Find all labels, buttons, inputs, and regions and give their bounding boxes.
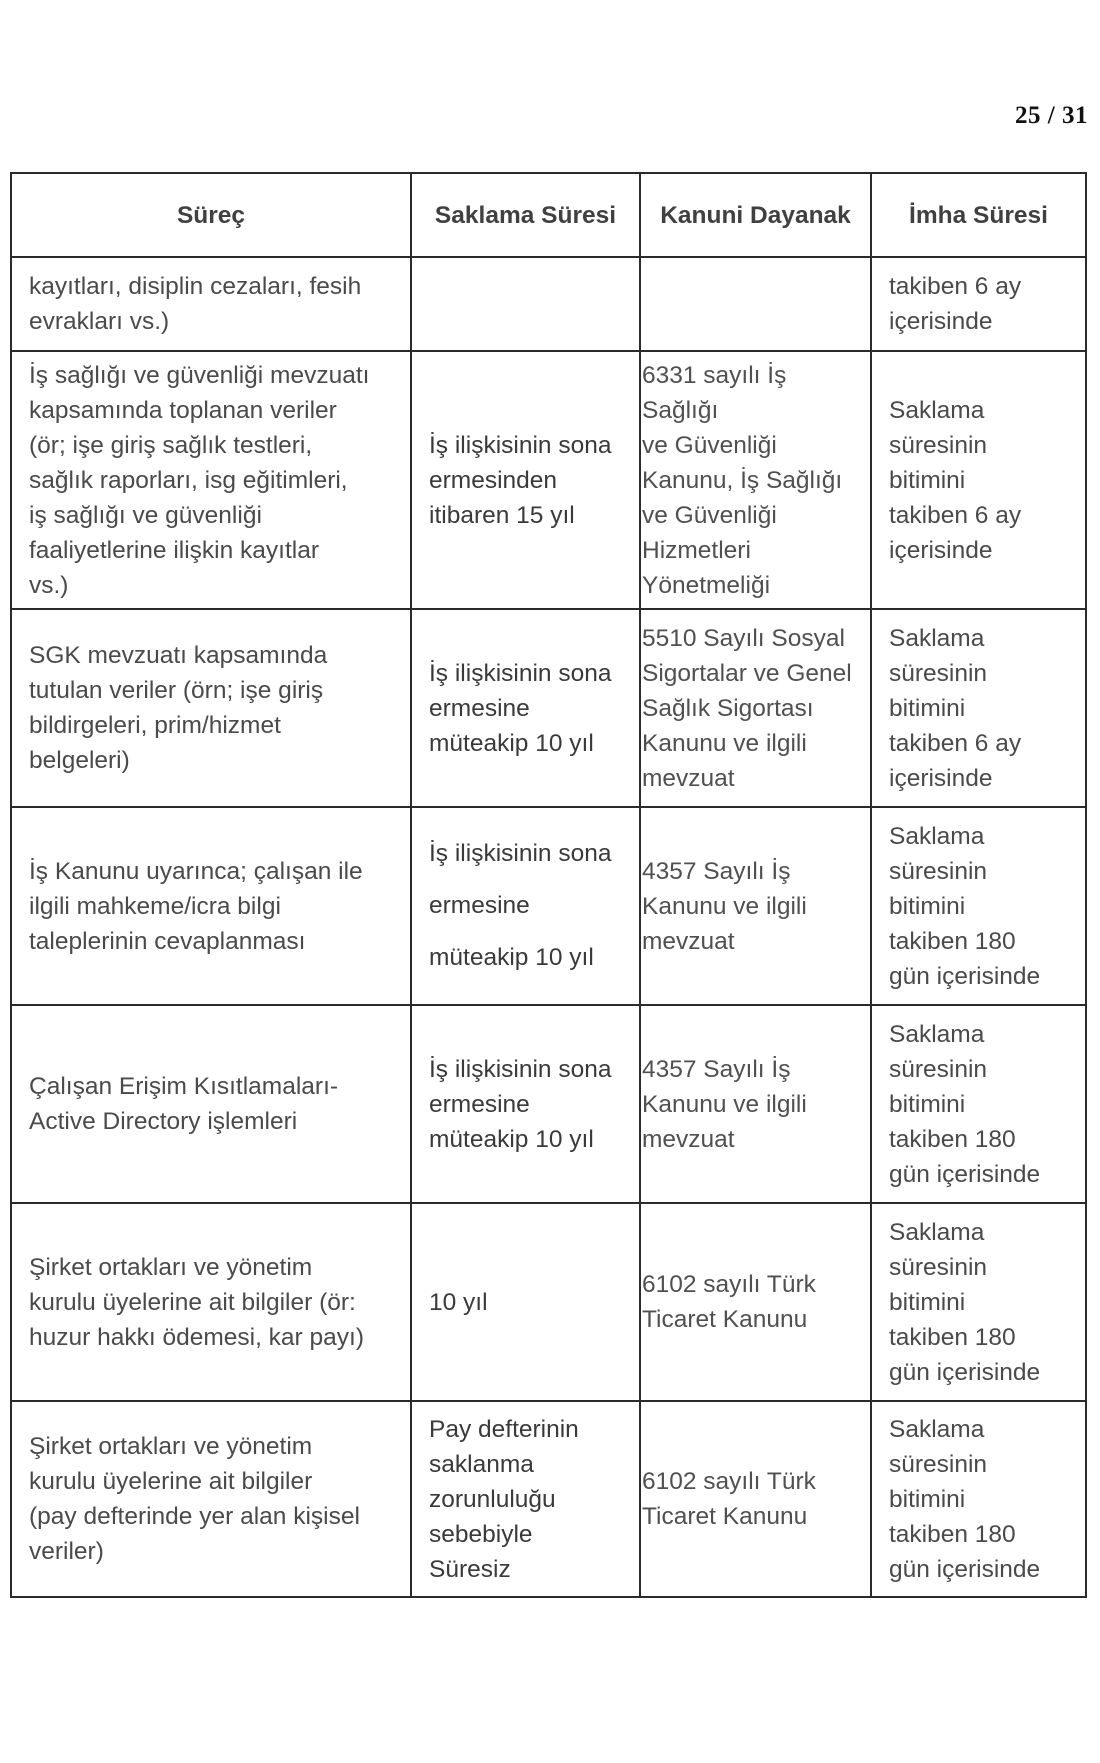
process-text-line: İş sağlığı ve güvenliği mevzuatı [29, 361, 370, 389]
table-row [11, 807, 1086, 1005]
disposal-period-text-line: süresinin [889, 1450, 988, 1478]
legal-basis-text-line: Sigortalar ve Genel [642, 659, 852, 687]
disposal-period-text-line: Saklama [889, 624, 985, 652]
legal-basis-text-line: mevzuat [642, 764, 735, 792]
table-header-row [11, 173, 1086, 257]
process-text-line: kapsamında toplanan veriler [29, 396, 337, 424]
disposal-period-text-line: gün içerisinde [889, 1555, 1041, 1583]
process-text-line: ilgili mahkeme/icra bilgi [29, 892, 281, 920]
disposal-period-text-line: Saklama [889, 396, 985, 424]
disposal-period-text-line: süresinin [889, 1253, 988, 1281]
disposal-period-cell [871, 1401, 1086, 1597]
retention-period-cell [411, 257, 640, 351]
disposal-period-text-line: takiben 180 [889, 1520, 1016, 1548]
retention-period-cell [411, 351, 640, 609]
disposal-period-text-line: içerisinde [889, 764, 993, 792]
process-cell [11, 807, 411, 1005]
retention-period-text-line: ermesine [429, 892, 530, 919]
retention-period-text-line: İş ilişkisinin sona [429, 659, 612, 687]
table-row [11, 1005, 1086, 1203]
process-text-line: (pay defterinde yer alan kişisel [29, 1503, 360, 1530]
legal-basis-cell [640, 257, 871, 351]
process-cell [11, 609, 411, 807]
legal-basis-text-line: Hizmetleri [642, 536, 751, 564]
retention-period-cell [411, 1005, 640, 1203]
disposal-period-text-line: bitimini [889, 1090, 966, 1118]
process-text-line: bildirgeleri, prim/hizmet [29, 712, 281, 739]
disposal-period-text-line: süresinin [889, 431, 988, 459]
disposal-period-text-line: Saklama [889, 1020, 985, 1048]
process-text-line: SGK mevzuatı kapsamında [29, 642, 328, 669]
retention-period-text-line: Süresiz [429, 1555, 511, 1583]
disposal-period-text-line: bitimini [889, 1485, 966, 1513]
legal-basis-cell [640, 1203, 871, 1401]
disposal-period-cell [871, 807, 1086, 1005]
disposal-period-text-line: Saklama [889, 822, 985, 850]
legal-basis-text-line: ve Güvenliği [642, 501, 777, 529]
retention-period-text-line: zorunluluğu [429, 1485, 556, 1513]
process-text-line: kurulu üyelerine ait bilgiler (ör: [29, 1288, 356, 1316]
process-text-line: vs.) [29, 571, 69, 599]
retention-period-text-line: müteakip 10 yıl [429, 944, 594, 971]
legal-basis-cell [640, 807, 871, 1005]
process-cell [11, 1401, 411, 1597]
retention-period-text-line: İş ilişkisinin sona [429, 431, 612, 459]
legal-basis-text-line: Ticaret Kanunu [642, 1306, 808, 1333]
retention-period-text-line: İş ilişkisinin sona [429, 840, 612, 867]
retention-period-cell [411, 1401, 640, 1597]
retention-period-text-line: ermesine [429, 694, 530, 722]
retention-period-text-line: müteakip 10 yıl [429, 1125, 594, 1153]
disposal-period-cell [871, 1203, 1086, 1401]
disposal-period-text-line: bitimini [889, 694, 966, 722]
table-body [11, 257, 1086, 1597]
retention-period-text-line: ermesinden [429, 466, 558, 494]
disposal-period-text-line: içerisinde [889, 536, 993, 564]
process-text-line: belgeleri) [29, 747, 130, 774]
process-text-line: veriler) [29, 1538, 104, 1565]
legal-basis-cell [640, 351, 871, 609]
process-text-line: Active Directory işlemleri [29, 1108, 298, 1135]
retention-period-text-line: ermesine [429, 1090, 530, 1118]
legal-basis-cell [640, 1401, 871, 1597]
retention-period-cell [411, 807, 640, 1005]
retention-table [10, 172, 1087, 1598]
process-text-line: evrakları vs.) [29, 308, 170, 335]
process-text-line: huzur hakkı ödemesi, kar payı) [29, 1323, 364, 1351]
legal-basis-text-line: Kanunu ve ilgili [642, 729, 807, 757]
disposal-period-text-line: takiben 6 ay [889, 273, 1022, 300]
disposal-period-text-line: takiben 180 [889, 927, 1016, 955]
disposal-period-text-line: bitimini [889, 892, 966, 920]
retention-period-text-line: İş ilişkisinin sona [429, 1055, 612, 1083]
disposal-period-text-line: süresinin [889, 659, 988, 687]
disposal-period-text-line: Saklama [889, 1218, 985, 1246]
retention-period-text-line: 10 yıl [429, 1288, 488, 1316]
disposal-period-cell [871, 1005, 1086, 1203]
process-text-line: Şirket ortakları ve yönetim [29, 1253, 313, 1281]
legal-basis-text-line: 6102 sayılı Türk [642, 1271, 816, 1298]
table-row [11, 609, 1086, 807]
disposal-period-text-line: bitimini [889, 1288, 966, 1316]
disposal-period-cell [871, 609, 1086, 807]
legal-basis-text-line: Kanunu ve ilgili [642, 1090, 807, 1118]
legal-basis-cell [640, 1005, 871, 1203]
process-text-line: taleplerinin cevaplanması [29, 927, 306, 955]
legal-basis-text-line: Kanunu, İş Sağlığı [642, 466, 843, 494]
legal-basis-text-line: 5510 Sayılı Sosyal [642, 624, 845, 652]
retention-period-text-line: itibaren 15 yıl [429, 501, 575, 529]
disposal-period-text-line: takiben 180 [889, 1125, 1016, 1153]
process-cell [11, 351, 411, 609]
disposal-period-text-line: içerisinde [889, 308, 993, 335]
retention-period-text-line: Pay defterinin [429, 1415, 579, 1443]
process-text-line: Çalışan Erişim Kısıtlamaları- [29, 1073, 339, 1100]
header-legal-basis: Kanuni Dayanak [640, 173, 871, 257]
legal-basis-text-line: Sağlık Sigortası [642, 694, 814, 722]
legal-basis-text-line: mevzuat [642, 927, 735, 955]
table-row [11, 351, 1086, 609]
retention-period-cell [411, 609, 640, 807]
header-disposal-period: İmha Süresi [871, 173, 1086, 257]
legal-basis-text-line: mevzuat [642, 1125, 735, 1153]
legal-basis-text-line: 4357 Sayılı İş [642, 1055, 791, 1083]
process-cell [11, 1203, 411, 1401]
disposal-period-text-line: takiben 180 [889, 1323, 1016, 1351]
process-text-line: kurulu üyelerine ait bilgiler [29, 1468, 313, 1495]
header-process: Süreç [11, 173, 411, 257]
disposal-period-text-line: gün içerisinde [889, 1358, 1041, 1386]
legal-basis-text-line: ve Güvenliği [642, 431, 777, 459]
retention-period-text-line: sebebiyle [429, 1520, 533, 1548]
process-text-line: sağlık raporları, isg eğitimleri, [29, 466, 348, 494]
disposal-period-text-line: takiben 6 ay [889, 729, 1022, 757]
header-retention-period: Saklama Süresi [411, 173, 640, 257]
disposal-period-text-line: takiben 6 ay [889, 501, 1022, 529]
disposal-period-text-line: süresinin [889, 1055, 988, 1083]
legal-basis-text-line: Ticaret Kanunu [642, 1503, 808, 1530]
retention-period-text-line: saklanma [429, 1450, 534, 1478]
legal-basis-cell [640, 609, 871, 807]
process-text-line: Şirket ortakları ve yönetim [29, 1433, 313, 1460]
process-text-line: İş Kanunu uyarınca; çalışan ile [29, 857, 363, 885]
legal-basis-text-line: 6102 sayılı Türk [642, 1468, 816, 1495]
disposal-period-text-line: bitimini [889, 466, 966, 494]
retention-period-text-line: müteakip 10 yıl [429, 729, 594, 757]
legal-basis-text-line: 4357 Sayılı İş [642, 857, 791, 885]
process-text-line: tutulan veriler (örn; işe giriş [29, 677, 324, 704]
disposal-period-text-line: gün içerisinde [889, 1160, 1041, 1188]
process-text-line: (ör; işe giriş sağlık testleri, [29, 431, 313, 459]
disposal-period-text-line: süresinin [889, 857, 988, 885]
process-text-line: faaliyetlerine ilişkin kayıtlar [29, 536, 320, 564]
process-text-line: kayıtları, disiplin cezaları, fesih [29, 273, 362, 300]
legal-basis-text-line: Yönetmeliği [642, 571, 771, 599]
process-cell [11, 257, 411, 351]
disposal-period-cell [871, 257, 1086, 351]
table-row [11, 1401, 1086, 1597]
retention-period-cell [411, 1203, 640, 1401]
legal-basis-text-line: Kanunu ve ilgili [642, 892, 807, 920]
process-cell [11, 1005, 411, 1203]
process-text-line: iş sağlığı ve güvenliği [29, 501, 262, 529]
disposal-period-cell [871, 351, 1086, 609]
table-row [11, 257, 1086, 351]
disposal-period-text-line: Saklama [889, 1415, 985, 1443]
page-number: 25 / 31 [1015, 102, 1088, 129]
legal-basis-text-line: 6331 sayılı İş Sağlığı [642, 361, 787, 424]
table-row [11, 1203, 1086, 1401]
disposal-period-text-line: gün içerisinde [889, 962, 1041, 990]
